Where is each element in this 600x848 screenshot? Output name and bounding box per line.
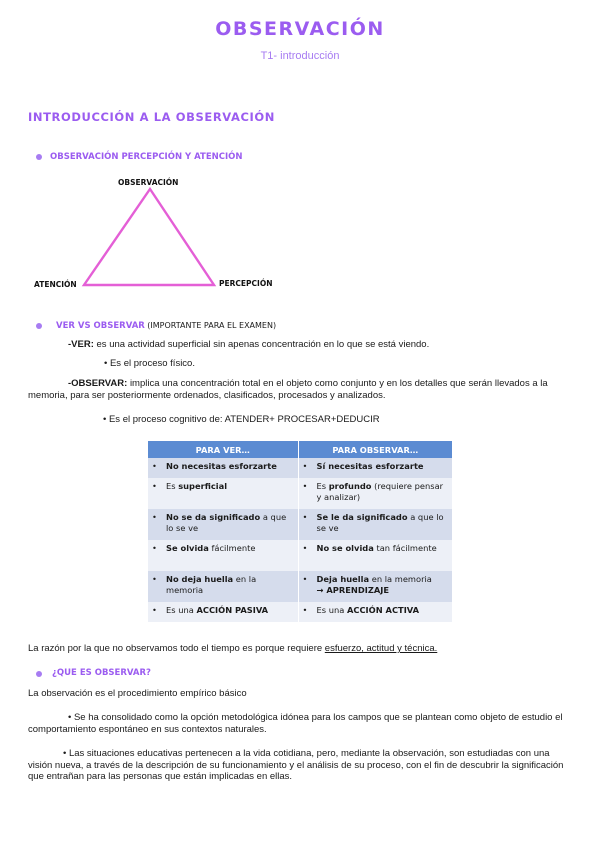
bullet-icon: • [152,574,157,584]
cell-bold: Deja huella [316,574,370,584]
cell-text: tan fácilmente [373,543,437,553]
bullet-dot-icon [36,154,42,160]
bullet-icon: • [104,358,110,369]
bullet-icon: • [63,748,69,759]
triangle-diagram [80,186,220,290]
cell-text: Es una [316,605,347,615]
reason-text: La razón por la que no observamos todo el tiempo es porque requiere [28,643,325,654]
cell-bold: Sí necesitas esforzarte [316,461,424,471]
cell-bold: superficial [178,481,228,491]
bullet-icon: • [152,512,157,522]
reason-paragraph [28,643,588,655]
ver-bullet-text: Es el proceso físico. [109,358,195,369]
cell-bold: No deja huella [166,574,234,584]
observar-bullet-text: Es el proceso cognitivo de: ATENDER+ PROCESAR+DEDUCIR [108,414,380,425]
bullet-icon: • [302,512,308,522]
table-row [148,458,452,478]
subheading-observacion: OBSERVACIÓN PERCEPCIÓN Y ATENCIÓN [50,152,243,162]
ver-bullet [104,358,195,370]
cell-bold: Se olvida [166,543,209,553]
cell-text: Es [166,481,179,491]
cell-bold: No necesitas esforzarte [166,461,277,471]
paragraph-2 [28,748,573,783]
comparison-table [148,441,452,622]
cell-bold: ACCIÓN ACTIVA [346,605,420,615]
page-title: OBSERVACIÓN [215,18,385,40]
bullet-icon: • [103,414,109,425]
table-header-row [148,441,452,458]
cell-bold: Se le da significado [316,512,408,522]
definition-text: La observación es el procedimiento empírico básico [28,688,247,699]
ver-def: es una actividad superficial sin apenas concentración en lo que se está viendo. [96,339,430,350]
cell-bold: No se olvida [316,543,374,553]
triangle-label-top: OBSERVACIÓN [118,178,179,187]
table-header-ver: PARA VER… [148,441,298,458]
cell-text: a que lo se ve [166,512,287,533]
cell-text: Es [316,481,329,491]
triangle-shape [84,189,214,285]
subheading-que-es-observar: ¿QUE ES OBSERVAR? [52,668,151,678]
bullet-icon: • [302,543,308,553]
subheading-ver-note: (IMPORTANTE PARA EL EXAMEN) [147,321,277,330]
cell-bold: profundo [328,481,372,491]
page-subtitle: T1- introducción [260,50,340,62]
ver-term: -VER: [68,339,94,350]
subheading-ver-title: VER VS OBSERVAR [56,321,145,331]
paragraph-1-text: Se ha consolidado como la opción metodológica idónea para los campos que se plantean como objeto de estudio el comportamiento espontáneo en sus contextos naturales. [28,712,563,735]
bullet-icon: • [152,461,157,471]
section-heading: INTRODUCCIÓN A LA OBSERVACIÓN [28,110,276,124]
cell-text: en la memoria [166,574,257,595]
bullet-icon: • [152,481,157,491]
table-row [148,540,452,571]
cell-text: en la memoria [369,574,432,584]
paragraph-1 [28,712,568,735]
triangle-label-left: ATENCIÓN [34,280,77,289]
bullet-icon: • [302,605,308,615]
bullet-icon: • [68,712,74,723]
cell-text: (requiere pensar y analizar) [316,481,444,502]
bullet-icon: • [302,461,308,471]
table-row [148,571,452,602]
observar-term: -OBSERVAR: [68,378,128,389]
bullet-icon: • [152,543,157,553]
table-row [148,509,452,540]
paragraph-2-text: Las situaciones educativas pertenecen a la vida cotidiana, pero, mediante la observación, son estudiadas con una visión nueva, a través de la descripción de su funcionamiento y el análisis de su proceso, con el fin de descubrir la significación que entrañan para las personas que están implicadas en ellas. [28,748,564,782]
cell-bold: ACCIÓN PASIVA [196,605,269,615]
triangle-label-right: PERCEPCIÓN [219,279,273,288]
bullet-dot-icon [36,323,42,329]
observar-def: implica una concentración total en el objeto como conjunto y en los detalles que serán llevados a la memoria, para ser posteriormente ordenados, clasificados, procesados y analizados. [28,378,548,401]
bullet-icon: • [302,574,308,584]
observar-definition [28,378,573,402]
table-header-observar: PARA OBSERVAR… [298,441,452,458]
observar-bullet [103,414,380,426]
cell-text: fácilmente [208,543,256,553]
subheading-ver-vs-observar [56,320,276,331]
reason-underlined: esfuerzo, actitud y técnica. [324,643,438,654]
bullet-icon: • [152,605,157,615]
cell-bold: No se da significado [166,512,261,522]
table-row [148,478,452,509]
cell-bold: → APRENDIZAJE [316,585,390,595]
bullet-icon: • [302,481,308,491]
table-row [148,602,452,622]
ver-definition [68,339,568,351]
bullet-dot-icon [36,671,42,677]
cell-text: Es una [166,605,197,615]
cell-text: a que lo se ve [316,512,444,533]
